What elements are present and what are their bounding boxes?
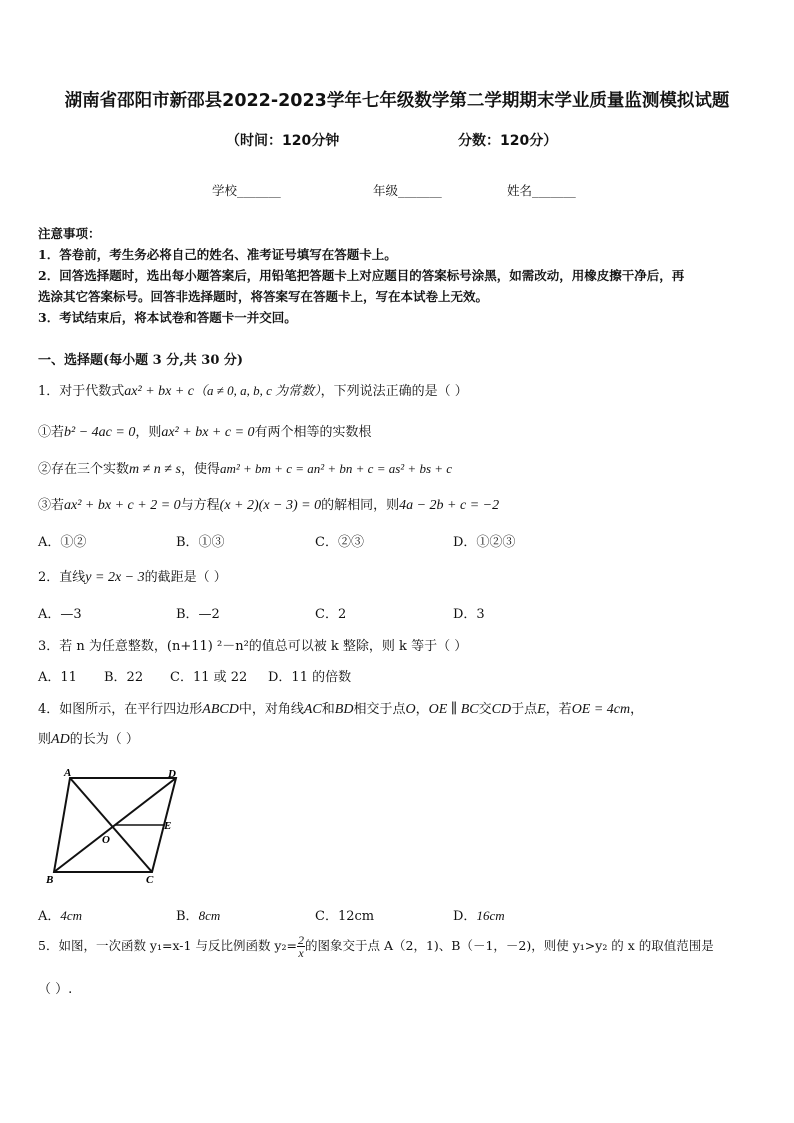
option-b[interactable]: B．8cm xyxy=(176,908,221,924)
label-a: A xyxy=(64,767,72,779)
option-a[interactable]: A．—3 xyxy=(38,607,82,622)
notes-heading: 注意事项： xyxy=(38,226,101,241)
fraction-2-over-x: $\frac{2}{x}$ xyxy=(297,933,304,960)
grade-field: 年级_______ xyxy=(373,183,442,198)
question-4-stem-line2: 则AD的长为（ ） xyxy=(38,732,139,747)
option-a[interactable]: A．4cm xyxy=(38,908,83,924)
exam-score: 分数：120分） xyxy=(458,133,558,149)
option-b[interactable]: B．22 xyxy=(104,670,144,685)
label-b: B xyxy=(46,874,54,886)
school-field: 学校_______ xyxy=(212,183,281,198)
note-item: 1．答卷前，考生务必将自己的姓名、准考证号填写在答题卡上。 xyxy=(38,247,397,262)
option-c[interactable]: C．12cm xyxy=(315,909,375,924)
label-c: C xyxy=(146,874,154,886)
label-o: O xyxy=(102,834,110,846)
option-d[interactable]: D．16cm xyxy=(453,908,505,924)
option-d[interactable]: D．11 的倍数 xyxy=(268,670,352,685)
page-title: 湖南省邵阳市新邵县2022-2023学年七年级数学第二学期期末学业质量监测模拟试题 xyxy=(64,91,730,111)
note-item: 选涂其它答案标号。回答非选择题时，将答案写在答题卡上，写在本试卷上无效。 xyxy=(38,289,489,304)
option-a[interactable]: A．11 xyxy=(38,670,77,685)
parallelogram-figure xyxy=(40,766,190,886)
label-d: D xyxy=(168,768,176,780)
option-b[interactable]: B．①③ xyxy=(176,535,225,550)
question-1-statement-2: ②存在三个实数m ≠ n ≠ s，使得am² + bm + c = an² + bn + c = as² + bs + c xyxy=(38,461,453,477)
question-4-stem: 4．如图所示，在平行四边形ABCD中，对角线AC和BD相交于点O，OE ∥ BC交CD于点E，若OE = 4cm， xyxy=(38,702,644,717)
question-3-stem: 3．若 n 为任意整数，(n+11) ²－n²的值总可以被 k 整除，则 k 等于（ ） xyxy=(38,639,468,654)
note-item: 2．回答选择题时，选出每小题答案后，用铅笔把答题卡上对应题目的答案标号涂黑，如需改动，用橡皮擦干净后，再 xyxy=(38,268,685,283)
option-c[interactable]: C．②③ xyxy=(315,535,364,550)
question-1-statement-3: ③若ax² + bx + c + 2 = 0与方程(x + 2)(x − 3) = 0的解相同，则4a − 2b + c = −2 xyxy=(38,498,500,513)
option-d[interactable]: D．3 xyxy=(453,607,485,622)
question-1-statement-1: ①若b² − 4ac = 0，则ax² + bx + c = 0有两个相等的实数根 xyxy=(38,425,372,440)
question-5-stem: 5．如图，一次函数 y₁=x-1 与反比例函数 y₂= $\frac{2}{x}$ 的图象交于点 A（2，1)、B（－1，－2)，则使 y₁>y₂ 的 x 的取值范围是 xyxy=(38,933,714,960)
section-heading: 一、选择题(每小题 3 分,共 30 分) xyxy=(38,353,244,368)
exam-time: （时间：120分钟 xyxy=(226,133,340,149)
option-c[interactable]: C．11 或 22 xyxy=(170,670,248,685)
name-field: 姓名_______ xyxy=(507,183,576,198)
label-e: E xyxy=(164,820,172,832)
question-2-stem: 2．直线y = 2x − 3的截距是（ ） xyxy=(38,570,227,585)
option-d[interactable]: D．①②③ xyxy=(453,535,516,550)
option-a[interactable]: A．①② xyxy=(38,535,87,550)
question-5-stem-line2: （ ）. xyxy=(38,982,73,997)
option-c[interactable]: C．2 xyxy=(315,607,347,622)
question-1-stem: 1．对于代数式ax² + bx + c（a ≠ 0, a, b, c 为常数），下列说法正确的是（ ） xyxy=(38,383,468,399)
option-b[interactable]: B．—2 xyxy=(176,607,220,622)
note-item: 3．考试结束后，将本试卷和答题卡一并交回。 xyxy=(38,310,297,325)
